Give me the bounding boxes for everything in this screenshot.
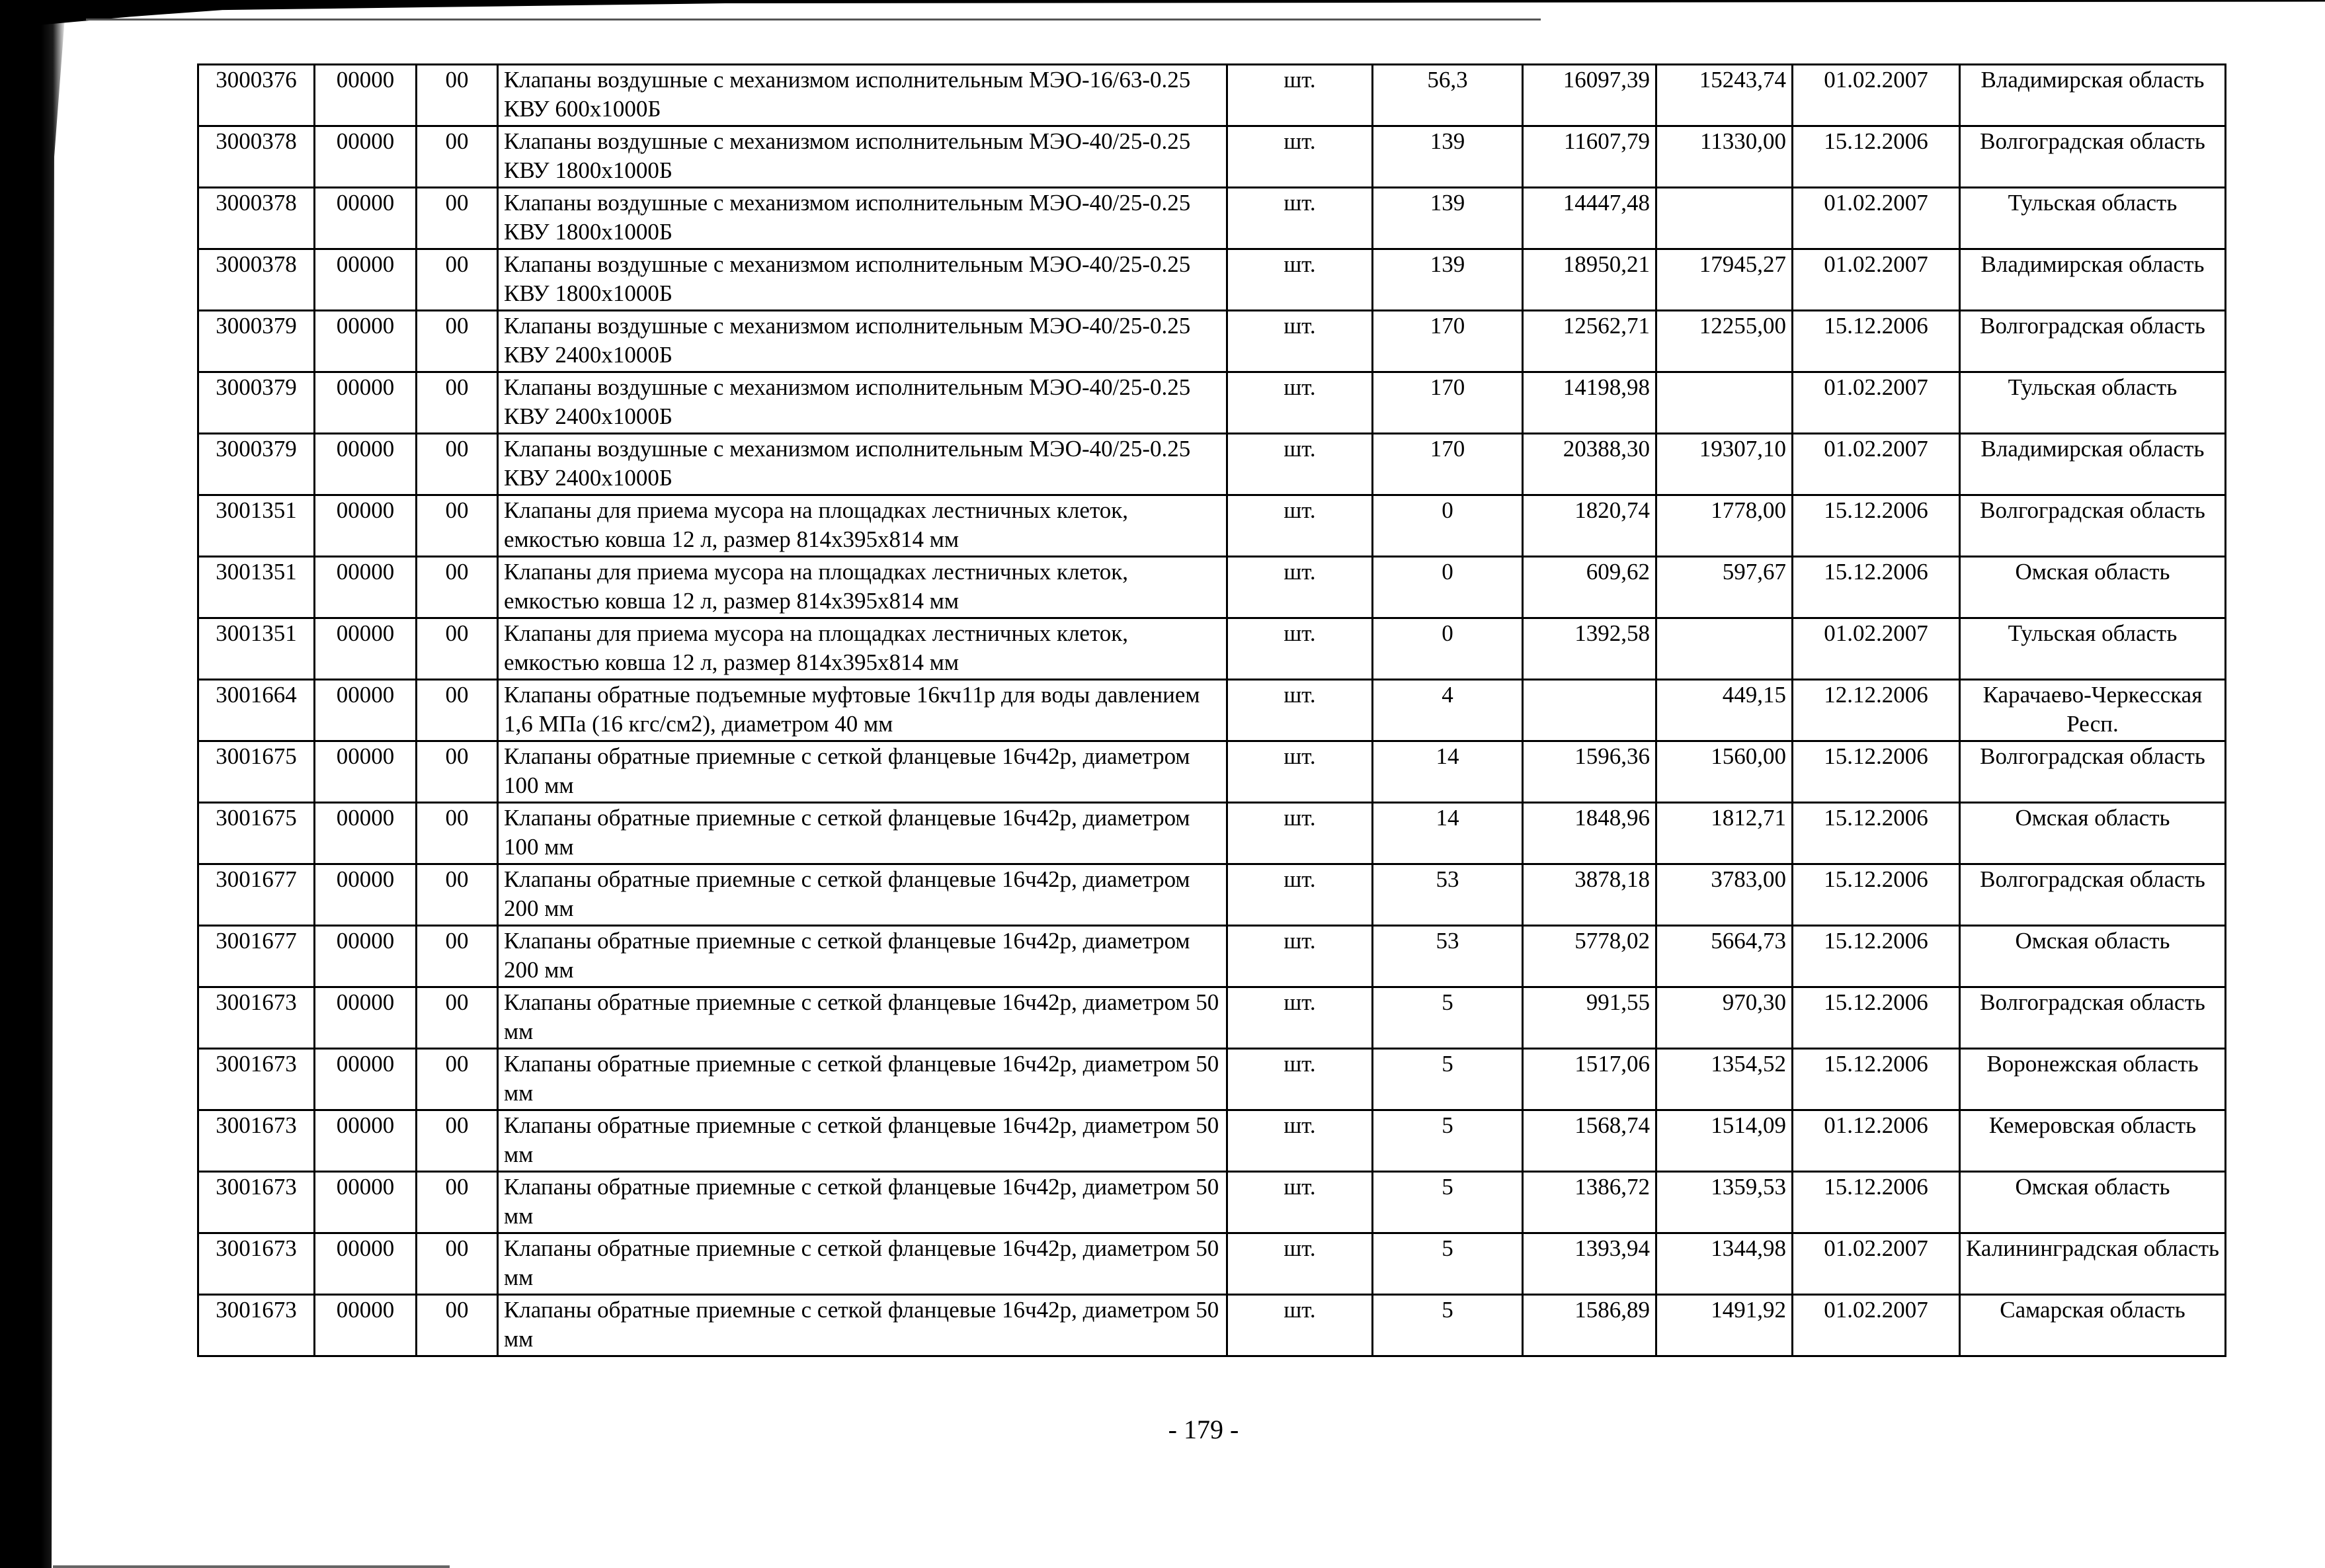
price-2-cell: 1514,09 xyxy=(1656,1110,1793,1172)
quantity-cell: 139 xyxy=(1373,126,1523,188)
item-name-cell: Клапаны обратные приемные с сеткой фланцевые 16ч42р, диаметром 50 мм xyxy=(498,1049,1227,1110)
date-cell: 15.12.2006 xyxy=(1793,126,1960,188)
subcode-cell: 00000 xyxy=(315,372,417,434)
subcode-2-cell: 00 xyxy=(417,372,498,434)
region-cell: Омская область xyxy=(1960,1172,2226,1233)
price-1-cell xyxy=(1523,680,1656,741)
price-2-cell: 1560,00 xyxy=(1656,741,1793,803)
region-cell: Волгоградская область xyxy=(1960,311,2226,372)
table-row xyxy=(198,1110,2226,1172)
price-1-cell: 1596,36 xyxy=(1523,741,1656,803)
subcode-2-cell: 00 xyxy=(417,1172,498,1233)
subcode-2-cell: 00 xyxy=(417,495,498,557)
subcode-2-cell: 00 xyxy=(417,1295,498,1356)
price-2-cell: 1812,71 xyxy=(1656,803,1793,864)
quantity-cell: 14 xyxy=(1373,803,1523,864)
price-1-cell: 1517,06 xyxy=(1523,1049,1656,1110)
date-cell: 15.12.2006 xyxy=(1793,864,1960,926)
table-row xyxy=(198,618,2226,680)
region-cell: Тульская область xyxy=(1960,618,2226,680)
price-1-cell: 1820,74 xyxy=(1523,495,1656,557)
quantity-cell: 170 xyxy=(1373,311,1523,372)
subcode-2-cell: 00 xyxy=(417,618,498,680)
subcode-2-cell: 00 xyxy=(417,741,498,803)
unit-cell: шт. xyxy=(1227,1110,1373,1172)
table-row xyxy=(198,987,2226,1049)
subcode-2-cell: 00 xyxy=(417,926,498,987)
subcode-2-cell: 00 xyxy=(417,864,498,926)
unit-cell: шт. xyxy=(1227,680,1373,741)
unit-cell: шт. xyxy=(1227,126,1373,188)
date-cell: 15.12.2006 xyxy=(1793,987,1960,1049)
unit-cell: шт. xyxy=(1227,372,1373,434)
price-2-cell xyxy=(1656,618,1793,680)
region-cell: Омская область xyxy=(1960,926,2226,987)
date-cell: 15.12.2006 xyxy=(1793,557,1960,618)
table-row xyxy=(198,864,2226,926)
quantity-cell: 5 xyxy=(1373,1172,1523,1233)
table-row xyxy=(198,65,2226,126)
unit-cell: шт. xyxy=(1227,741,1373,803)
resource-code-cell: 3000379 xyxy=(198,434,315,495)
quantity-cell: 56,3 xyxy=(1373,65,1523,126)
unit-cell: шт. xyxy=(1227,1049,1373,1110)
region-cell: Омская область xyxy=(1960,803,2226,864)
unit-cell: шт. xyxy=(1227,926,1373,987)
price-1-cell: 609,62 xyxy=(1523,557,1656,618)
subcode-2-cell: 00 xyxy=(417,1233,498,1295)
resource-code-cell: 3000379 xyxy=(198,372,315,434)
resource-code-cell: 3001677 xyxy=(198,864,315,926)
date-cell: 15.12.2006 xyxy=(1793,803,1960,864)
region-cell: Волгоградская область xyxy=(1960,864,2226,926)
date-cell: 01.02.2007 xyxy=(1793,1295,1960,1356)
subcode-2-cell: 00 xyxy=(417,1110,498,1172)
date-cell: 01.02.2007 xyxy=(1793,372,1960,434)
price-2-cell: 19307,10 xyxy=(1656,434,1793,495)
resource-code-cell: 3001673 xyxy=(198,1049,315,1110)
subcode-cell: 00000 xyxy=(315,249,417,311)
quantity-cell: 0 xyxy=(1373,495,1523,557)
subcode-cell: 00000 xyxy=(315,1172,417,1233)
quantity-cell: 139 xyxy=(1373,249,1523,311)
resource-code-cell: 3001677 xyxy=(198,926,315,987)
resource-code-cell: 3001351 xyxy=(198,557,315,618)
subcode-2-cell: 00 xyxy=(417,65,498,126)
item-name-cell: Клапаны обратные подъемные муфтовые 16кч11р для воды давлением 1,6 МПа (16 кгс/см2), диаметром 40 мм xyxy=(498,680,1227,741)
region-cell: Самарская область xyxy=(1960,1295,2226,1356)
region-cell: Тульская область xyxy=(1960,372,2226,434)
quantity-cell: 170 xyxy=(1373,372,1523,434)
subcode-2-cell: 00 xyxy=(417,803,498,864)
subcode-cell: 00000 xyxy=(315,864,417,926)
price-1-cell: 5778,02 xyxy=(1523,926,1656,987)
region-cell: Воронежская область xyxy=(1960,1049,2226,1110)
quantity-cell: 0 xyxy=(1373,557,1523,618)
region-cell: Тульская область xyxy=(1960,188,2226,249)
subcode-2-cell: 00 xyxy=(417,126,498,188)
date-cell: 01.12.2006 xyxy=(1793,1110,1960,1172)
price-2-cell: 970,30 xyxy=(1656,987,1793,1049)
price-2-cell: 449,15 xyxy=(1656,680,1793,741)
table-row xyxy=(198,1295,2226,1356)
table-row xyxy=(198,1233,2226,1295)
region-cell: Владимирская область xyxy=(1960,249,2226,311)
item-name-cell: Клапаны обратные приемные с сеткой фланцевые 16ч42р, диаметром 100 мм xyxy=(498,741,1227,803)
unit-cell: шт. xyxy=(1227,557,1373,618)
subcode-2-cell: 00 xyxy=(417,557,498,618)
subcode-2-cell: 00 xyxy=(417,434,498,495)
subcode-cell: 00000 xyxy=(315,126,417,188)
item-name-cell: Клапаны воздушные с механизмом исполнительным МЭО-40/25-0.25 КВУ 1800х1000Б xyxy=(498,126,1227,188)
unit-cell: шт. xyxy=(1227,803,1373,864)
unit-cell: шт. xyxy=(1227,618,1373,680)
table-row xyxy=(198,126,2226,188)
price-1-cell: 20388,30 xyxy=(1523,434,1656,495)
scan-line-top xyxy=(86,19,1541,21)
price-1-cell: 14198,98 xyxy=(1523,372,1656,434)
unit-cell: шт. xyxy=(1227,987,1373,1049)
item-name-cell: Клапаны обратные приемные с сеткой фланцевые 16ч42р, диаметром 50 мм xyxy=(498,1295,1227,1356)
table-row xyxy=(198,372,2226,434)
table-row xyxy=(198,188,2226,249)
table-row xyxy=(198,741,2226,803)
table-row xyxy=(198,311,2226,372)
price-2-cell: 5664,73 xyxy=(1656,926,1793,987)
date-cell: 01.02.2007 xyxy=(1793,1233,1960,1295)
resource-code-cell: 3001673 xyxy=(198,1295,315,1356)
quantity-cell: 5 xyxy=(1373,1110,1523,1172)
price-table xyxy=(197,63,2226,1357)
item-name-cell: Клапаны обратные приемные с сеткой фланцевые 16ч42р, диаметром 50 мм xyxy=(498,987,1227,1049)
item-name-cell: Клапаны воздушные с механизмом исполнительным МЭО-40/25-0.25 КВУ 2400х1000Б xyxy=(498,372,1227,434)
price-1-cell: 18950,21 xyxy=(1523,249,1656,311)
date-cell: 15.12.2006 xyxy=(1793,311,1960,372)
page-number: - 179 - xyxy=(1168,1415,1239,1444)
resource-code-cell: 3001673 xyxy=(198,1233,315,1295)
subcode-cell: 00000 xyxy=(315,926,417,987)
date-cell: 01.02.2007 xyxy=(1793,188,1960,249)
resource-code-cell: 3001673 xyxy=(198,1172,315,1233)
price-1-cell: 991,55 xyxy=(1523,987,1656,1049)
resource-code-cell: 3001673 xyxy=(198,1110,315,1172)
date-cell: 15.12.2006 xyxy=(1793,495,1960,557)
price-2-cell xyxy=(1656,188,1793,249)
quantity-cell: 5 xyxy=(1373,1295,1523,1356)
date-cell: 15.12.2006 xyxy=(1793,1172,1960,1233)
price-1-cell: 1386,72 xyxy=(1523,1172,1656,1233)
quantity-cell: 14 xyxy=(1373,741,1523,803)
price-2-cell: 597,67 xyxy=(1656,557,1793,618)
table-row xyxy=(198,1049,2226,1110)
unit-cell: шт. xyxy=(1227,434,1373,495)
price-1-cell: 1393,94 xyxy=(1523,1233,1656,1295)
subcode-cell: 00000 xyxy=(315,618,417,680)
subcode-cell: 00000 xyxy=(315,680,417,741)
region-cell: Волгоградская область xyxy=(1960,495,2226,557)
date-cell: 15.12.2006 xyxy=(1793,926,1960,987)
region-cell: Кемеровская область xyxy=(1960,1110,2226,1172)
price-2-cell: 1491,92 xyxy=(1656,1295,1793,1356)
subcode-cell: 00000 xyxy=(315,741,417,803)
table-row xyxy=(198,495,2226,557)
item-name-cell: Клапаны обратные приемные с сеткой фланцевые 16ч42р, диаметром 50 мм xyxy=(498,1172,1227,1233)
unit-cell: шт. xyxy=(1227,1295,1373,1356)
item-name-cell: Клапаны воздушные с механизмом исполнительным МЭО-40/25-0.25 КВУ 1800х1000Б xyxy=(498,188,1227,249)
scan-border-top xyxy=(40,0,2325,28)
date-cell: 01.02.2007 xyxy=(1793,249,1960,311)
unit-cell: шт. xyxy=(1227,249,1373,311)
date-cell: 15.12.2006 xyxy=(1793,741,1960,803)
resource-code-cell: 3000378 xyxy=(198,249,315,311)
price-1-cell: 12562,71 xyxy=(1523,311,1656,372)
table-row xyxy=(198,1172,2226,1233)
table-row xyxy=(198,803,2226,864)
quantity-cell: 5 xyxy=(1373,1049,1523,1110)
price-2-cell: 17945,27 xyxy=(1656,249,1793,311)
subcode-cell: 00000 xyxy=(315,311,417,372)
item-name-cell: Клапаны воздушные с механизмом исполнительным МЭО-40/25-0.25 КВУ 2400х1000Б xyxy=(498,434,1227,495)
price-1-cell: 1568,74 xyxy=(1523,1110,1656,1172)
region-cell: Калининградская область xyxy=(1960,1233,2226,1295)
item-name-cell: Клапаны обратные приемные с сеткой фланцевые 16ч42р, диаметром 50 мм xyxy=(498,1233,1227,1295)
unit-cell: шт. xyxy=(1227,495,1373,557)
quantity-cell: 170 xyxy=(1373,434,1523,495)
subcode-2-cell: 00 xyxy=(417,249,498,311)
subcode-cell: 00000 xyxy=(315,1233,417,1295)
subcode-2-cell: 00 xyxy=(417,311,498,372)
date-cell: 01.02.2007 xyxy=(1793,65,1960,126)
region-cell: Омская область xyxy=(1960,557,2226,618)
price-2-cell: 12255,00 xyxy=(1656,311,1793,372)
date-cell: 12.12.2006 xyxy=(1793,680,1960,741)
price-2-cell: 15243,74 xyxy=(1656,65,1793,126)
quantity-cell: 5 xyxy=(1373,1233,1523,1295)
subcode-cell: 00000 xyxy=(315,803,417,864)
subcode-cell: 00000 xyxy=(315,65,417,126)
table-row xyxy=(198,926,2226,987)
unit-cell: шт. xyxy=(1227,65,1373,126)
date-cell: 01.02.2007 xyxy=(1793,434,1960,495)
price-1-cell: 1848,96 xyxy=(1523,803,1656,864)
item-name-cell: Клапаны обратные приемные с сеткой фланцевые 16ч42р, диаметром 200 мм xyxy=(498,864,1227,926)
table-body xyxy=(198,65,2226,1356)
price-2-cell: 1354,52 xyxy=(1656,1049,1793,1110)
table-row xyxy=(198,249,2226,311)
table-row xyxy=(198,434,2226,495)
unit-cell: шт. xyxy=(1227,1233,1373,1295)
unit-cell: шт. xyxy=(1227,311,1373,372)
quantity-cell: 53 xyxy=(1373,926,1523,987)
subcode-2-cell: 00 xyxy=(417,1049,498,1110)
resource-code-cell: 3000378 xyxy=(198,188,315,249)
quantity-cell: 5 xyxy=(1373,987,1523,1049)
subcode-2-cell: 00 xyxy=(417,188,498,249)
item-name-cell: Клапаны обратные приемные с сеткой фланцевые 16ч42р, диаметром 50 мм xyxy=(498,1110,1227,1172)
table-row xyxy=(198,557,2226,618)
quantity-cell: 4 xyxy=(1373,680,1523,741)
date-cell: 15.12.2006 xyxy=(1793,1049,1960,1110)
subcode-2-cell: 00 xyxy=(417,680,498,741)
unit-cell: шт. xyxy=(1227,188,1373,249)
item-name-cell: Клапаны воздушные с механизмом исполнительным МЭО-40/25-0.25 КВУ 1800х1000Б xyxy=(498,249,1227,311)
subcode-cell: 00000 xyxy=(315,987,417,1049)
price-1-cell: 11607,79 xyxy=(1523,126,1656,188)
region-cell: Волгоградская область xyxy=(1960,741,2226,803)
region-cell: Волгоградская область xyxy=(1960,126,2226,188)
resource-code-cell: 3001673 xyxy=(198,987,315,1049)
subcode-cell: 00000 xyxy=(315,1110,417,1172)
item-name-cell: Клапаны для приема мусора на площадках лестничных клеток, емкостью ковша 12 л, размер 814х395х814 мм xyxy=(498,557,1227,618)
item-name-cell: Клапаны воздушные с механизмом исполнительным МЭО-16/63-0.25 КВУ 600х1000Б xyxy=(498,65,1227,126)
subcode-cell: 00000 xyxy=(315,434,417,495)
price-2-cell: 11330,00 xyxy=(1656,126,1793,188)
resource-code-cell: 3001351 xyxy=(198,618,315,680)
price-2-cell: 1344,98 xyxy=(1656,1233,1793,1295)
date-cell: 01.02.2007 xyxy=(1793,618,1960,680)
price-2-cell: 3783,00 xyxy=(1656,864,1793,926)
resource-code-cell: 3001675 xyxy=(198,741,315,803)
resource-code-cell: 3001675 xyxy=(198,803,315,864)
price-2-cell xyxy=(1656,372,1793,434)
region-cell: Карачаево-Черкесская Респ. xyxy=(1960,680,2226,741)
subcode-cell: 00000 xyxy=(315,1049,417,1110)
region-cell: Владимирская область xyxy=(1960,65,2226,126)
price-1-cell: 16097,39 xyxy=(1523,65,1656,126)
subcode-cell: 00000 xyxy=(315,1295,417,1356)
item-name-cell: Клапаны обратные приемные с сеткой фланцевые 16ч42р, диаметром 100 мм xyxy=(498,803,1227,864)
price-2-cell: 1778,00 xyxy=(1656,495,1793,557)
subcode-cell: 00000 xyxy=(315,495,417,557)
price-1-cell: 1392,58 xyxy=(1523,618,1656,680)
item-name-cell: Клапаны для приема мусора на площадках лестничных клеток, емкостью ковша 12 л, размер 814х395х814 мм xyxy=(498,495,1227,557)
quantity-cell: 53 xyxy=(1373,864,1523,926)
price-1-cell: 3878,18 xyxy=(1523,864,1656,926)
unit-cell: шт. xyxy=(1227,1172,1373,1233)
subcode-cell: 00000 xyxy=(315,188,417,249)
price-2-cell: 1359,53 xyxy=(1656,1172,1793,1233)
region-cell: Владимирская область xyxy=(1960,434,2226,495)
quantity-cell: 139 xyxy=(1373,188,1523,249)
price-1-cell: 14447,48 xyxy=(1523,188,1656,249)
table-row xyxy=(198,680,2226,741)
resource-code-cell: 3001664 xyxy=(198,680,315,741)
scan-border-left xyxy=(0,0,66,1568)
resource-code-cell: 3000379 xyxy=(198,311,315,372)
resource-code-cell: 3001351 xyxy=(198,495,315,557)
scan-line-bottom xyxy=(53,1565,450,1568)
price-1-cell: 1586,89 xyxy=(1523,1295,1656,1356)
quantity-cell: 0 xyxy=(1373,618,1523,680)
subcode-2-cell: 00 xyxy=(417,987,498,1049)
unit-cell: шт. xyxy=(1227,864,1373,926)
region-cell: Волгоградская область xyxy=(1960,987,2226,1049)
item-name-cell: Клапаны воздушные с механизмом исполнительным МЭО-40/25-0.25 КВУ 2400х1000Б xyxy=(498,311,1227,372)
subcode-cell: 00000 xyxy=(315,557,417,618)
resource-code-cell: 3000376 xyxy=(198,65,315,126)
item-name-cell: Клапаны для приема мусора на площадках лестничных клеток, емкостью ковша 12 л, размер 814х395х814 мм xyxy=(498,618,1227,680)
item-name-cell: Клапаны обратные приемные с сеткой фланцевые 16ч42р, диаметром 200 мм xyxy=(498,926,1227,987)
resource-code-cell: 3000378 xyxy=(198,126,315,188)
